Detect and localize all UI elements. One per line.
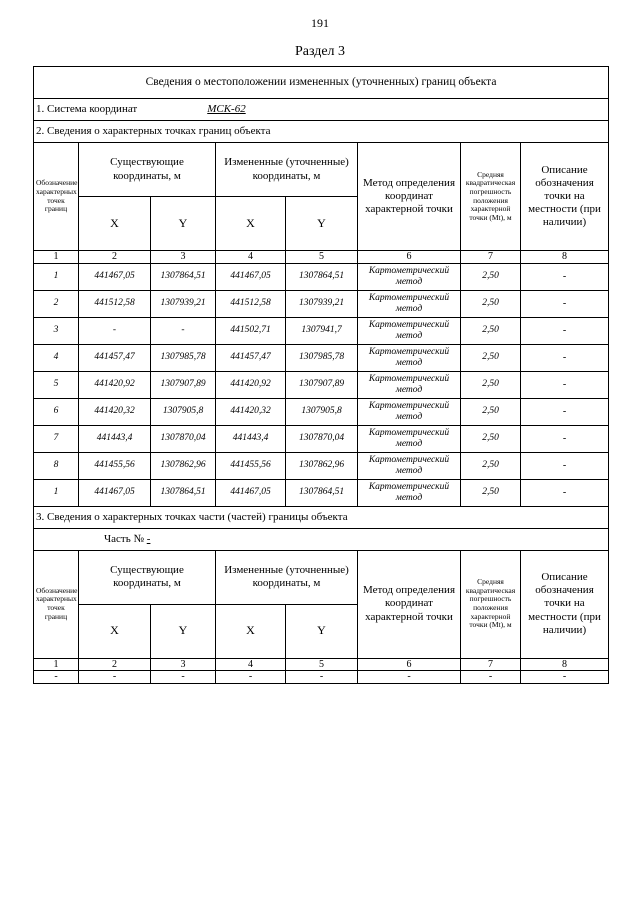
cell-existing-y: 1307864,51	[151, 263, 216, 290]
table-row	[34, 344, 609, 371]
cell-method: Картометрический метод	[358, 290, 461, 317]
cell-accuracy: 2,50	[461, 425, 521, 452]
cell-description: -	[521, 452, 609, 479]
cell-changed-x: 441502,71	[216, 317, 286, 344]
cell-point: 6	[34, 398, 79, 425]
cell-method: Картометрический метод	[358, 317, 461, 344]
cell-description: -	[521, 263, 609, 290]
cell-existing-x: 441455,56	[79, 452, 151, 479]
cell-existing-x: 441443,4	[79, 425, 151, 452]
cell-changed-x: 441467,05	[216, 263, 286, 290]
cell-changed-x: 441420,92	[216, 371, 286, 398]
part3-cell: -	[34, 671, 79, 684]
header-existing-y-2: Y	[151, 604, 216, 658]
header-changed-coords-2: Измененные (уточненные) координаты, м	[216, 550, 358, 604]
table-row	[34, 425, 609, 452]
part2-title: 2. Сведения о характерных точках границ объекта	[34, 121, 609, 143]
cell-description: -	[521, 425, 609, 452]
cell-changed-x: 441455,56	[216, 452, 286, 479]
cell-accuracy: 2,50	[461, 371, 521, 398]
part3-cell: -	[521, 671, 609, 684]
coord-system-value: МСК-62	[207, 103, 246, 116]
header-description: Описание обозначения точки на местности (при наличии)	[521, 143, 609, 251]
cell-method: Картометрический метод	[358, 263, 461, 290]
cell-method: Картометрический метод	[358, 344, 461, 371]
column-number: 6	[358, 658, 461, 671]
part3-cell: -	[79, 671, 151, 684]
boundary-table	[33, 66, 609, 684]
header-changed-y: Y	[286, 197, 358, 251]
cell-existing-x: 441457,47	[79, 344, 151, 371]
cell-method: Картометрический метод	[358, 479, 461, 506]
cell-point: 3	[34, 317, 79, 344]
cell-description: -	[521, 371, 609, 398]
column-number: 3	[151, 658, 216, 671]
cell-accuracy: 2,50	[461, 290, 521, 317]
part-value: -	[146, 532, 151, 545]
cell-changed-y: 1307864,51	[286, 263, 358, 290]
part-number-row	[34, 528, 609, 550]
cell-description: -	[521, 317, 609, 344]
part3-cell: -	[216, 671, 286, 684]
cell-existing-y: 1307985,78	[151, 344, 216, 371]
cell-description: -	[521, 398, 609, 425]
cell-point: 4	[34, 344, 79, 371]
cell-existing-x: 441420,32	[79, 398, 151, 425]
column-number: 6	[358, 251, 461, 264]
column-number: 1	[34, 251, 79, 264]
cell-accuracy: 2,50	[461, 479, 521, 506]
cell-method: Картометрический метод	[358, 398, 461, 425]
part3-cell: -	[461, 671, 521, 684]
cell-changed-y: 1307985,78	[286, 344, 358, 371]
cell-accuracy: 2,50	[461, 452, 521, 479]
cell-changed-y: 1307939,21	[286, 290, 358, 317]
column-number: 2	[79, 658, 151, 671]
table-row	[34, 452, 609, 479]
header-point-designation-2: Обозначение характерных точек границ	[34, 550, 79, 658]
table-title: Сведения о местоположении измененных (уточненных) границ объекта	[34, 67, 609, 99]
part3-cell: -	[151, 671, 216, 684]
header-description-2: Описание обозначения точки на местности (при наличии)	[521, 550, 609, 658]
column-number: 2	[79, 251, 151, 264]
header-method: Метод определения координат характерной точки	[358, 143, 461, 251]
cell-accuracy: 2,50	[461, 344, 521, 371]
header-existing-y: Y	[151, 197, 216, 251]
table-row	[34, 479, 609, 506]
header-existing-x-2: X	[79, 604, 151, 658]
cell-existing-y: -	[151, 317, 216, 344]
header-method-2: Метод определения координат характерной точки	[358, 550, 461, 658]
cell-point: 1	[34, 263, 79, 290]
cell-changed-y: 1307941,7	[286, 317, 358, 344]
cell-description: -	[521, 290, 609, 317]
cell-changed-y: 1307862,96	[286, 452, 358, 479]
table-row	[34, 398, 609, 425]
cell-existing-x: -	[79, 317, 151, 344]
cell-existing-y: 1307864,51	[151, 479, 216, 506]
header-existing-coords-2: Существующие координаты, м	[79, 550, 216, 604]
column-number: 7	[461, 658, 521, 671]
cell-point: 2	[34, 290, 79, 317]
cell-existing-x: 441420,92	[79, 371, 151, 398]
column-number: 1	[34, 658, 79, 671]
cell-changed-y: 1307907,89	[286, 371, 358, 398]
cell-point: 7	[34, 425, 79, 452]
column-number: 5	[286, 658, 358, 671]
part3-cell: -	[358, 671, 461, 684]
cell-existing-x: 441467,05	[79, 479, 151, 506]
header-accuracy: Средняя квадратическая погрешность положения характерной точки (Mt), м	[461, 143, 521, 251]
coord-system-label: 1. Система координат	[36, 103, 138, 116]
cell-existing-y: 1307905,8	[151, 398, 216, 425]
part3-title: 3. Сведения о характерных точках части (частей) границы объекта	[34, 506, 609, 528]
cell-changed-x: 441443,4	[216, 425, 286, 452]
cell-method: Картометрический метод	[358, 425, 461, 452]
part-label: Часть №	[104, 532, 144, 545]
cell-method: Картометрический метод	[358, 371, 461, 398]
cell-changed-y: 1307864,51	[286, 479, 358, 506]
cell-changed-x: 441457,47	[216, 344, 286, 371]
cell-changed-y: 1307870,04	[286, 425, 358, 452]
cell-changed-x: 441420,32	[216, 398, 286, 425]
cell-method: Картометрический метод	[358, 452, 461, 479]
cell-existing-y: 1307907,89	[151, 371, 216, 398]
cell-description: -	[521, 344, 609, 371]
column-number: 4	[216, 658, 286, 671]
cell-point: 8	[34, 452, 79, 479]
table-row	[34, 290, 609, 317]
column-number: 3	[151, 251, 216, 264]
header-changed-x: X	[216, 197, 286, 251]
header-changed-coords: Измененные (уточненные) координаты, м	[216, 143, 358, 197]
table-row	[34, 671, 609, 684]
cell-changed-x: 441467,05	[216, 479, 286, 506]
cell-accuracy: 2,50	[461, 263, 521, 290]
column-number: 4	[216, 251, 286, 264]
cell-description: -	[521, 479, 609, 506]
header-existing-x: X	[79, 197, 151, 251]
cell-existing-y: 1307870,04	[151, 425, 216, 452]
boundary-table-wrapper	[33, 66, 608, 684]
header-accuracy-2: Средняя квадратическая погрешность положения характерной точки (Mt), м	[461, 550, 521, 658]
column-number: 7	[461, 251, 521, 264]
header-existing-coords: Существующие координаты, м	[79, 143, 216, 197]
cell-existing-y: 1307862,96	[151, 452, 216, 479]
column-number: 8	[521, 658, 609, 671]
part3-cell: -	[286, 671, 358, 684]
section-title: Раздел 3	[294, 44, 346, 59]
cell-existing-x: 441467,05	[79, 263, 151, 290]
header-changed-y-2: Y	[286, 604, 358, 658]
cell-point: 1	[34, 479, 79, 506]
table-row	[34, 263, 609, 290]
header-changed-x-2: X	[216, 604, 286, 658]
cell-existing-y: 1307939,21	[151, 290, 216, 317]
cell-accuracy: 2,50	[461, 398, 521, 425]
cell-changed-x: 441512,58	[216, 290, 286, 317]
cell-existing-x: 441512,58	[79, 290, 151, 317]
header-point-designation: Обозначение характерных точек границ	[34, 143, 79, 251]
coord-system-row	[34, 99, 609, 121]
cell-accuracy: 2,50	[461, 317, 521, 344]
column-number: 5	[286, 251, 358, 264]
table-row	[34, 317, 609, 344]
cell-changed-y: 1307905,8	[286, 398, 358, 425]
table-row	[34, 371, 609, 398]
cell-point: 5	[34, 371, 79, 398]
column-number: 8	[521, 251, 609, 264]
page-number: 191	[311, 16, 329, 30]
